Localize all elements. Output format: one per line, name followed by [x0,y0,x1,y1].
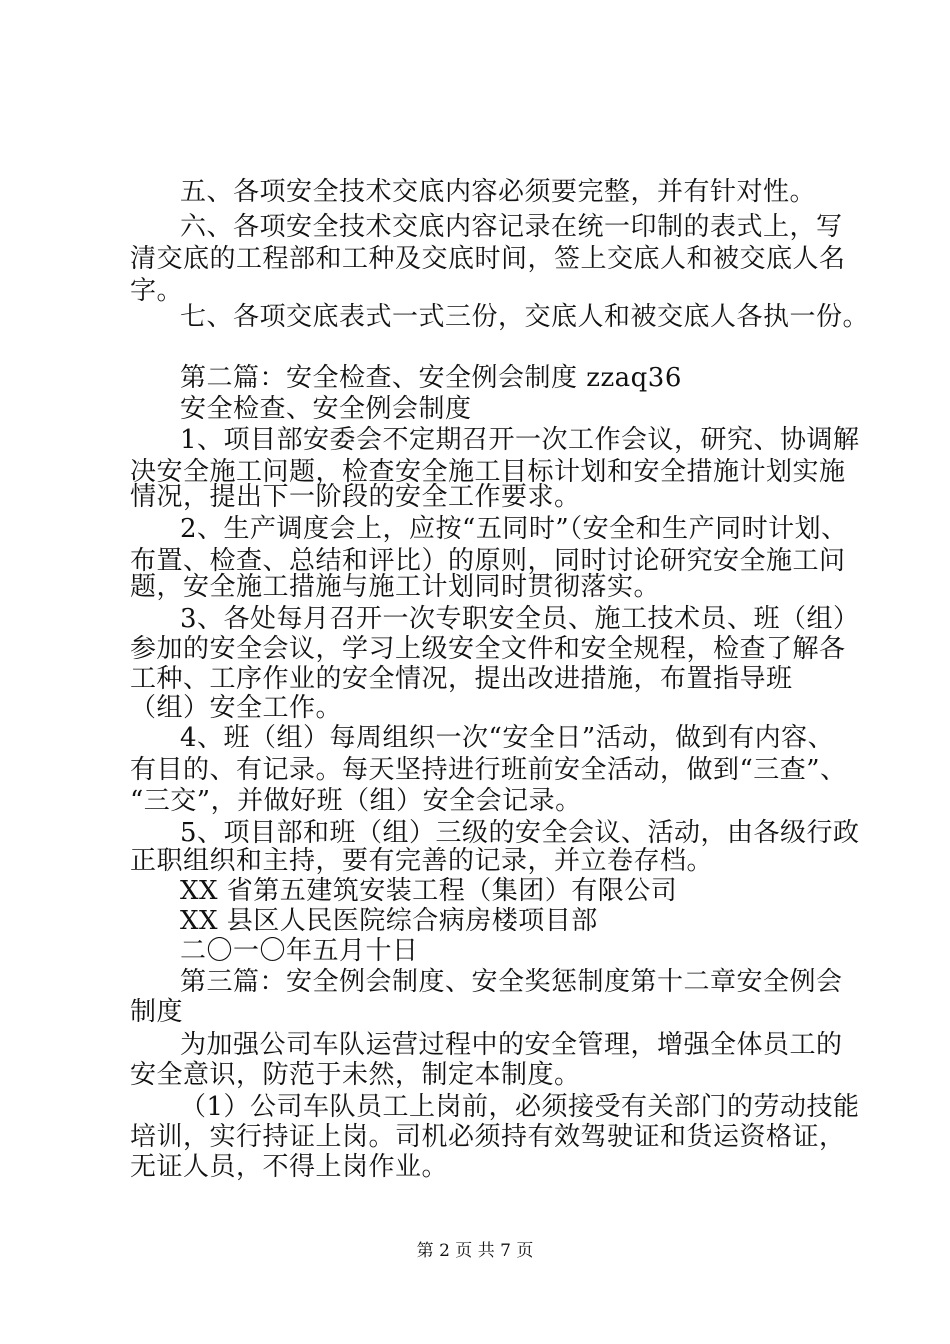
text-line: 制度 [130,997,184,1027]
text-line: 为加强公司车队运营过程中的安全管理，增强全体员工的 [180,1030,843,1060]
text-line: 有目的、有记录。每天坚持进行班前安全活动，做到“三查”、 [130,755,847,785]
text-line: “三交”，并做好班（组）安全会记录。 [130,786,582,816]
text-line: （组）安全工作。 [130,693,343,723]
text-line: （1）公司车队员工上岗前，必须接受有关部门的劳动技能 [180,1092,860,1122]
text-line: 布置、检查、总结和评比）的原则，同时讨论研究安全施工问 [130,546,846,576]
text-line: 工种、工序作业的安全情况，提出改进措施，布置指导班 [130,664,793,694]
text-line: 决安全施工问题，检查安全施工目标计划和安全措施计划实施 [130,457,846,487]
text-line: 4、班（组）每周组织一次“安全日”活动，做到有内容、 [180,723,835,753]
section-title: 第三篇：安全例会制度、安全奖惩制度第十二章安全例会 [180,967,843,997]
text-line: 无证人员，不得上岗作业。 [130,1152,449,1182]
text-line: 5、项目部和班（组）三级的安全会议、活动，由各级行政 [180,818,860,848]
section-title: 第二篇：安全检查、安全例会制度 zzaq36 [180,363,682,393]
text-line: 字。 [130,276,184,306]
text-line: 五、各项安全技术交底内容必须要完整，并有针对性。 [180,177,817,207]
section-subtitle: 安全检查、安全例会制度 [180,394,472,424]
text-line: 安全意识，防范于未然，制定本制度。 [130,1060,581,1090]
text-line: 七、各项交底表式一式三份，交底人和被交底人各执一份。 [180,302,870,332]
signature-project: XX 县区人民医院综合病房楼项目部 [180,906,598,936]
text-line: 3、各处每月召开一次专职安全员、施工技术员、班（组） [180,604,860,634]
text-line: 培训，实行持证上岗。司机必须持有效驾驶证和货运资格证， [130,1122,846,1152]
text-line: 题，安全施工措施与施工计划同时贯彻落实。 [130,572,661,602]
text-line: 正职组织和主持，要有完善的记录，并立卷存档。 [130,846,714,876]
text-line: 1、项目部安委会不定期召开一次工作会议，研究、协调解 [180,425,860,455]
text-line: 六、各项安全技术交底内容记录在统一印制的表式上，写 [180,212,843,242]
text-line: 参加的安全会议，学习上级安全文件和安全规程，检查了解各 [130,634,846,664]
text-line: 情况，提出下一阶段的安全工作要求。 [130,482,581,512]
signature-company: XX 省第五建筑安装工程（集团）有限公司 [180,876,678,906]
signature-date: 二〇一〇年五月十日 [180,936,419,966]
text-line: 2、生产调度会上，应按“五同时”（安全和生产同时计划、 [180,514,848,544]
page-number: 第 2 页 共 7 页 [416,1241,534,1261]
text-line: 清交底的工程部和工种及交底时间，签上交底人和被交底人名 [130,244,846,274]
